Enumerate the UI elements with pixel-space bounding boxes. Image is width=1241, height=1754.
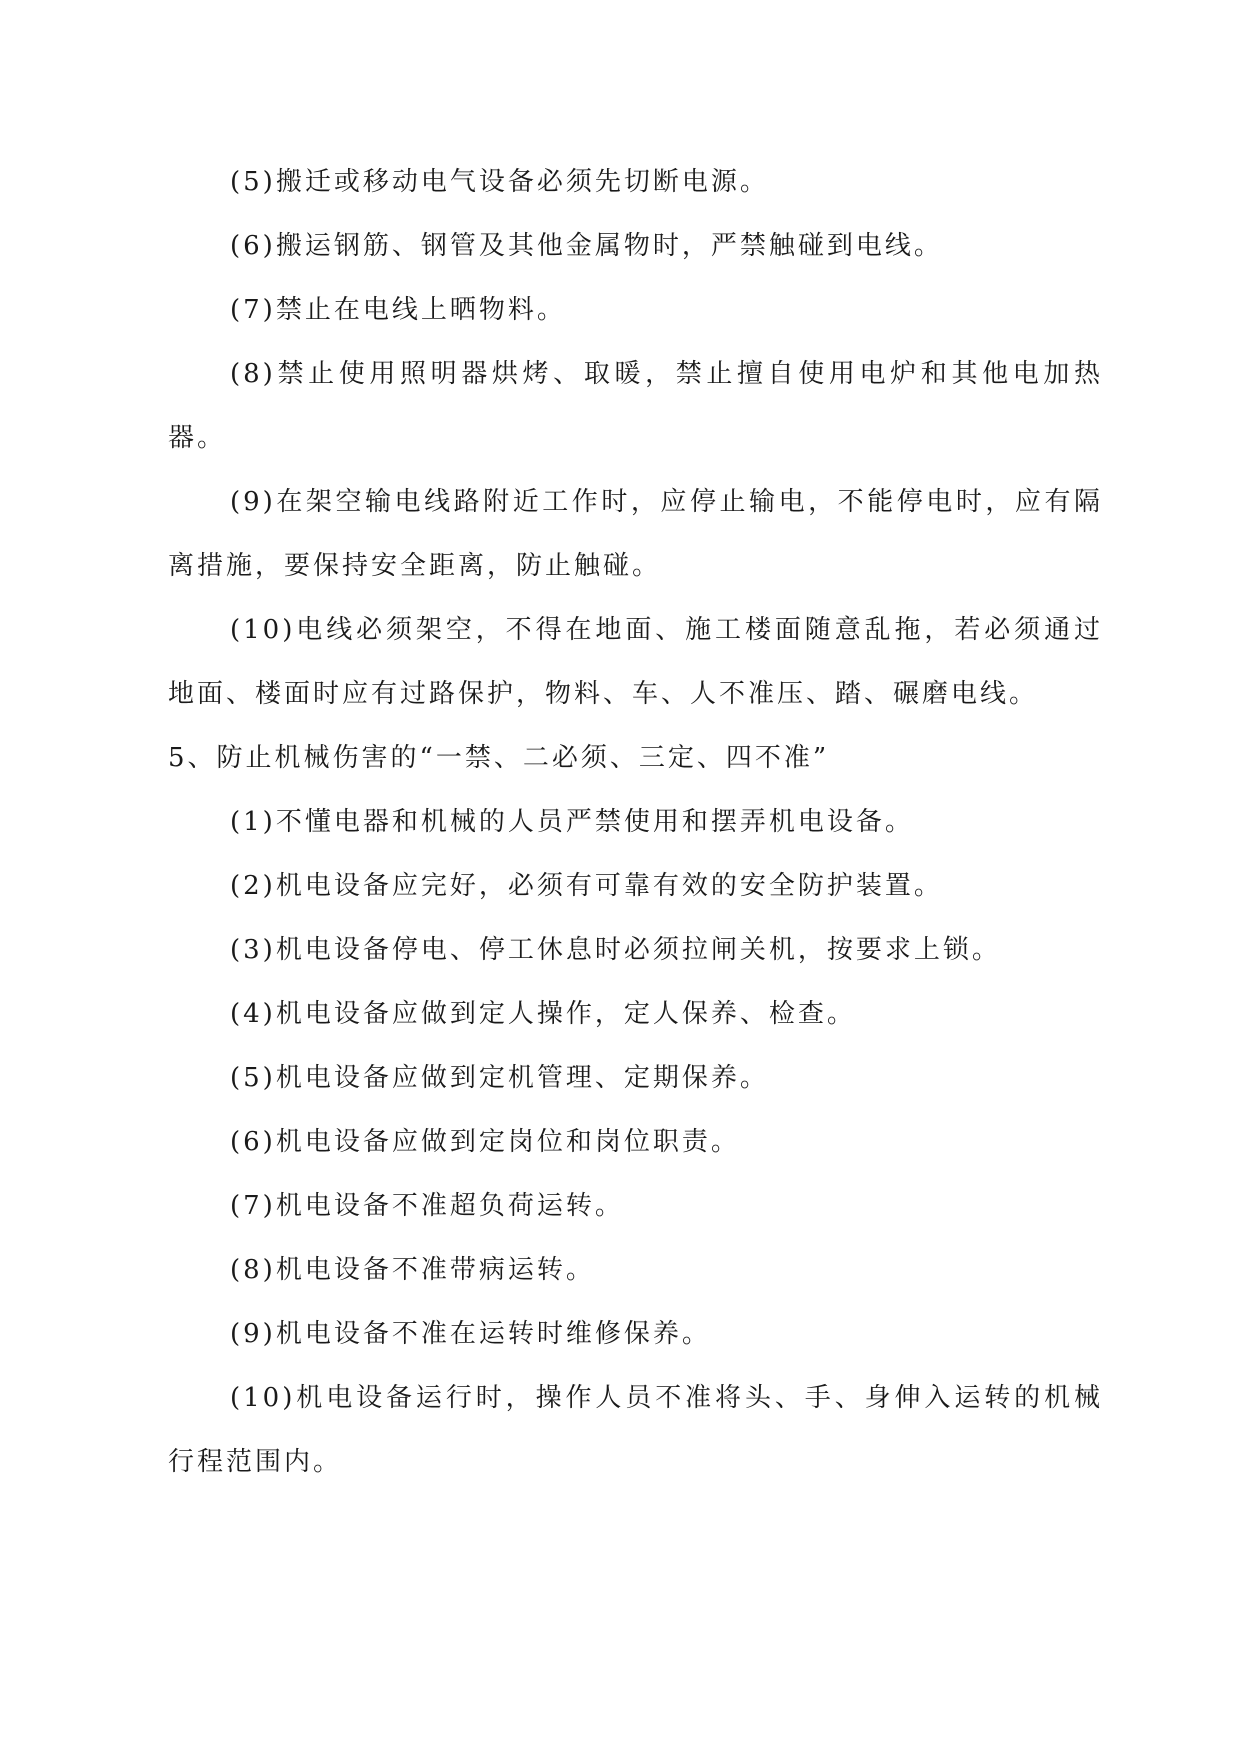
paragraph-mechanical-10: (10)机电设备运行时，操作人员不准将头、手、身伸入运转的机械行程范围内。 xyxy=(168,1383,1103,1477)
paragraph-mechanical-4: (4)机电设备应做到定人操作，定人保养、检查。 xyxy=(230,999,856,1029)
paragraph-electrical-5: (5)搬迁或移动电气设备必须先切断电源。 xyxy=(230,167,769,197)
document-body xyxy=(168,150,1103,1494)
paragraph-electrical-10: (10)电线必须架空，不得在地面、施工楼面随意乱拖，若必须通过地面、楼面时应有过路保护，物料、车、人不准压、踏、碾磨电线。 xyxy=(168,615,1103,709)
paragraph-mechanical-7: (7)机电设备不准超负荷运转。 xyxy=(230,1191,624,1221)
paragraph-mechanical-5: (5)机电设备应做到定机管理、定期保养。 xyxy=(230,1063,769,1093)
paragraph-electrical-9: (9)在架空输电线路附近工作时，应停止输电，不能停电时，应有隔离措施，要保持安全距离，防止触碰。 xyxy=(168,487,1103,581)
paragraph-mechanical-2: (2)机电设备应完好，必须有可靠有效的安全防护装置。 xyxy=(230,871,943,901)
paragraph-electrical-7: (7)禁止在电线上晒物料。 xyxy=(230,295,566,325)
paragraph-electrical-8: (8)禁止使用照明器烘烤、取暖，禁止擅自使用电炉和其他电加热器。 xyxy=(168,359,1103,453)
paragraph-electrical-6: (6)搬运钢筋、钢管及其他金属物时，严禁触碰到电线。 xyxy=(230,231,943,261)
paragraph-mechanical-3: (3)机电设备停电、停工休息时必须拉闸关机，按要求上锁。 xyxy=(230,935,1001,965)
paragraph-mechanical-6: (6)机电设备应做到定岗位和岗位职责。 xyxy=(230,1127,740,1157)
paragraph-mechanical-1: (1)不懂电器和机械的人员严禁使用和摆弄机电设备。 xyxy=(230,807,914,837)
paragraph-mechanical-8: (8)机电设备不准带病运转。 xyxy=(230,1255,595,1285)
section-heading-mechanical: 5、防止机械伤害的“一禁、二必须、三定、四不准” xyxy=(168,743,830,773)
paragraph-mechanical-9: (9)机电设备不准在运转时维修保养。 xyxy=(230,1319,711,1349)
